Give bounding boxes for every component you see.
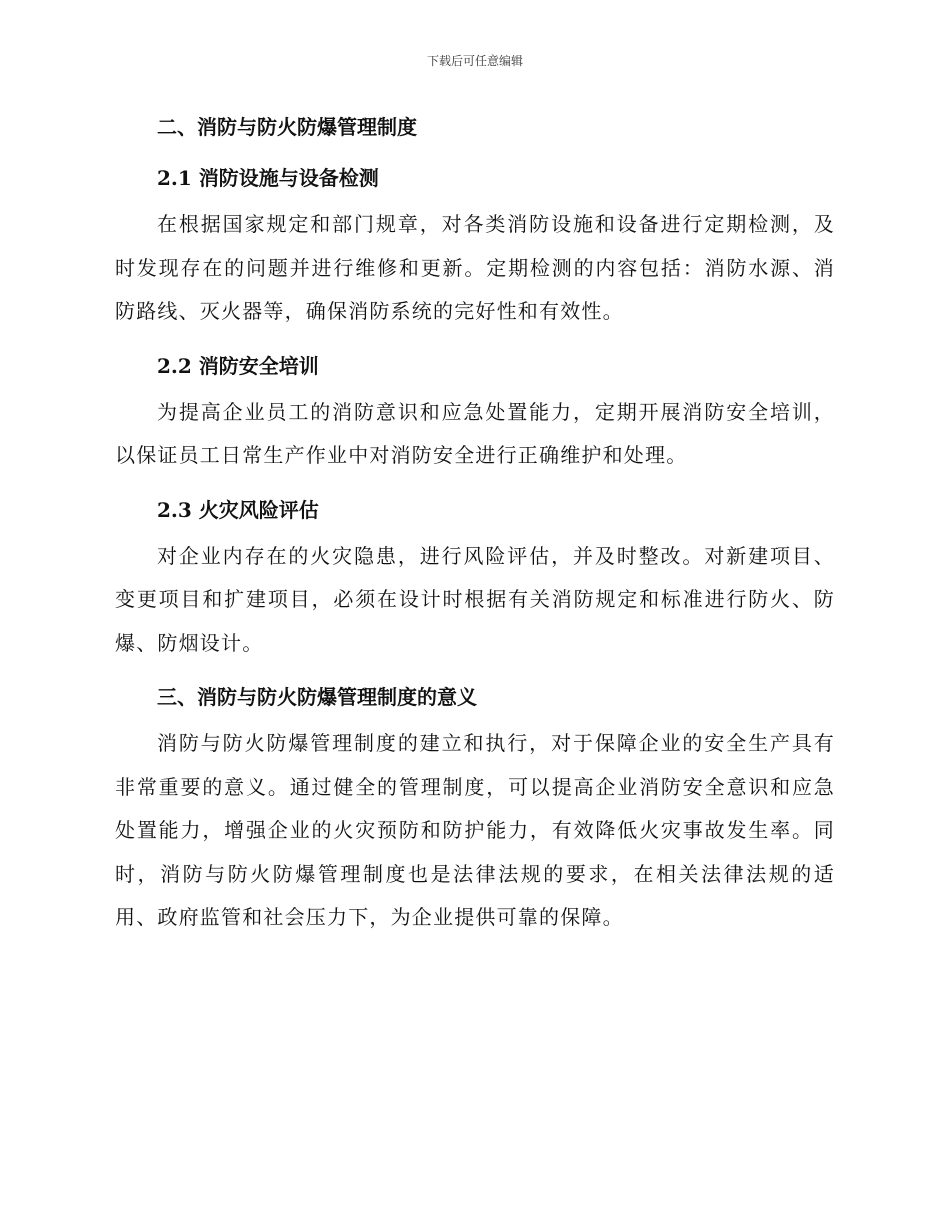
section-body-2-1: 在根据国家规定和部门规章，对各类消防设施和设备进行定期检测，及时发现存在的问题并进行维修和更新。定期检测的内容包括：消防水源、消防路线、灭火器等，确保消防系统的完好性和有效性。 <box>115 212 835 323</box>
document-body <box>115 108 835 940</box>
section-heading-significance: 三、消防与防火防爆管理制度的意义 <box>157 685 477 709</box>
section-body-2-2: 为提高企业员工的消防意识和应急处置能力，定期开展消防安全培训，以保证员工日常生产作业中对消防安全进行正确维护和处理。 <box>115 399 835 467</box>
section-3 <box>115 678 835 940</box>
section-2-1 <box>115 159 835 334</box>
page-header: 下载后可任意编辑 <box>426 54 523 68</box>
section-2-3 <box>115 491 835 666</box>
section-2-2 <box>115 347 835 478</box>
section-heading-2-2: 2.2 消防安全培训 <box>157 353 319 378</box>
section-heading-2-1: 2.1 消防设施与设备检测 <box>157 166 379 190</box>
section-body-significance: 消防与防火防爆管理制度的建立和执行，对于保障企业的安全生产具有非常重要的意义。通过健全的管理制度，可以提高企业消防安全意识和应急处置能力，增强企业的火灾预防和防护能力，有效降低火灾事故发生率。同时，消防与防火防爆管理制度也是法律法规的要求，在相关法律法规的适用、政府监管和社会压力下，为企业提供可靠的保障。 <box>115 731 835 929</box>
section-heading-fire-management: 二、消防与防火防爆管理制度 <box>157 115 417 139</box>
section-heading-2-3: 2.3 火灾风险评估 <box>157 497 319 522</box>
section-body-2-3: 对企业内存在的火灾隐患，进行风险评估，并及时整改。对新建项目、变更项目和扩建项目，必须在设计时根据有关消防规定和标准进行防火、防爆、防烟设计。 <box>115 543 835 655</box>
